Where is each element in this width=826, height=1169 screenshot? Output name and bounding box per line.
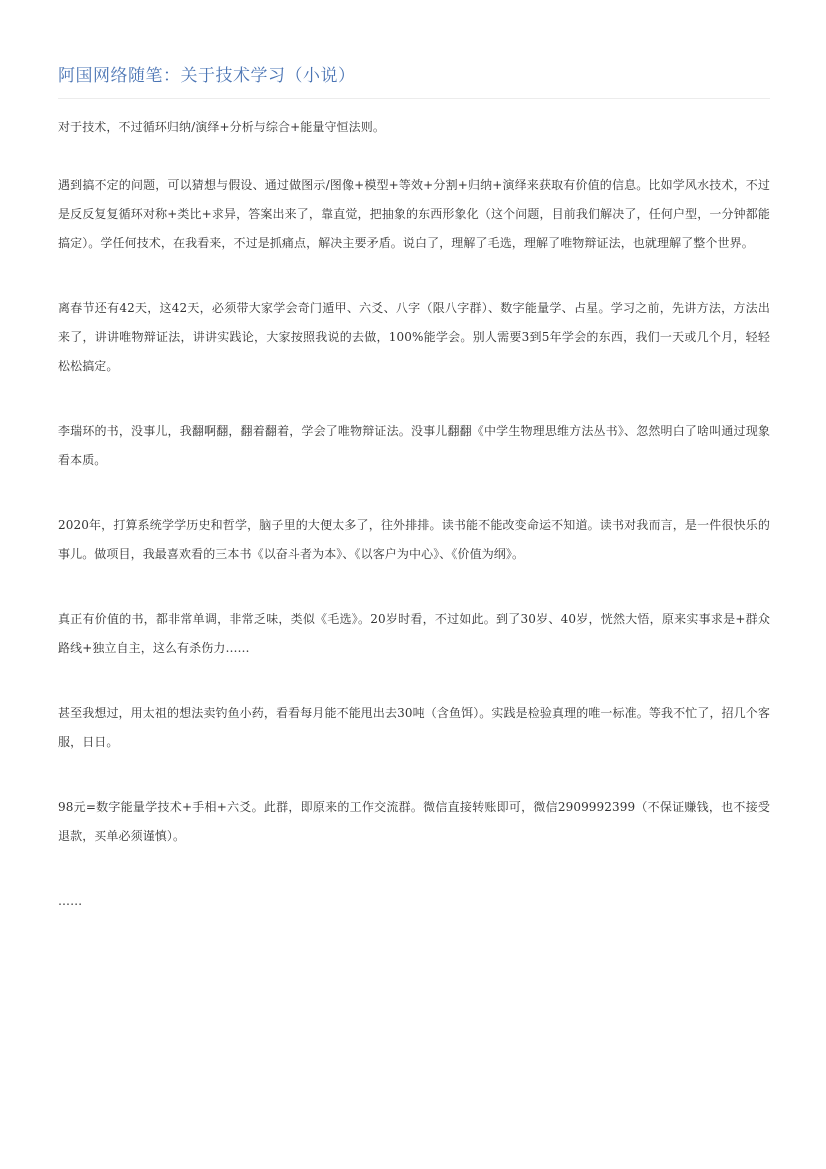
article-body (58, 113, 770, 916)
paragraph-valuable-books: 真正有价值的书，都非常单调，非常乏味，类似《毛选》。20岁时看，不过如此。到了30岁、40岁，恍然大悟，原来实事求是+群众路线+独立自主，这么有杀伤力…… (58, 612, 770, 655)
paragraph-ellipsis: …… (58, 894, 83, 908)
article (58, 0, 770, 952)
paragraph-li-ruihuan-books: 李瑞环的书，没事儿，我翻啊翻，翻着翻着，学会了唯物辩证法。没事儿翻翻《中学生物理思维方法丛书》、忽然明白了啥叫通过现象看本质。 (58, 424, 770, 467)
paragraph-fishing-bait: 甚至我想过，用太祖的想法卖钓鱼小药，看看每月能不能甩出去30吨（含鱼饵）。实践是检验真理的唯一标准。等我不忙了，招几个客服，日日。 (58, 706, 770, 749)
title-divider (58, 98, 770, 99)
paragraph-intro: 对于技术，不过循环归纳/演绎+分析与综合+能量守恒法则。 (58, 120, 385, 134)
paragraph-group-offer: 98元=数字能量学技术+手相+六爻。此群，即原来的工作交流群。微信直接转账即可，微信2909992399（不保证赚钱，也不接受退款，买单必须谨慎）。 (58, 800, 770, 843)
paragraph-problem-solving: 遇到搞不定的问题，可以猜想与假设、通过做图示/图像+模型+等效+分割+归纳+演绎来获取有价值的信息。比如学风水技术，不过是反反复复循环对称+类比+求异，答案出来了，靠直觉，把抽象的东西形象化（这个问题，目前我们解决了，任何户型，一分钟都能搞定）。学任何技术，在我看来，不过是抓痛点，解决主要矛盾。说白了，理解了毛选，理解了唯物辩证法，也就理解了整个世界。 (58, 178, 770, 250)
article-title: 阿国网络随笔：关于技术学习（小说） (58, 66, 356, 86)
paragraph-2020-reading: 2020年，打算系统学学历史和哲学，脑子里的大便太多了，往外排排。读书能不能改变命运不知道。读书对我而言，是一件很快乐的事儿。做项目，我最喜欢看的三本书《以奋斗者为本》、《以客户为中心》、《价值为纲》。 (58, 518, 770, 561)
paragraph-spring-festival: 离春节还有42天，这42天，必须带大家学会奇门遁甲、六爻、八字（限八字群）、数字能量学、占星。学习之前，先讲方法，方法出来了，讲讲唯物辩证法，讲讲实践论，大家按照我说的去做，100%能学会。别人需要3到5年学会的东西，我们一天或几个月，轻轻松松搞定。 (58, 301, 770, 373)
